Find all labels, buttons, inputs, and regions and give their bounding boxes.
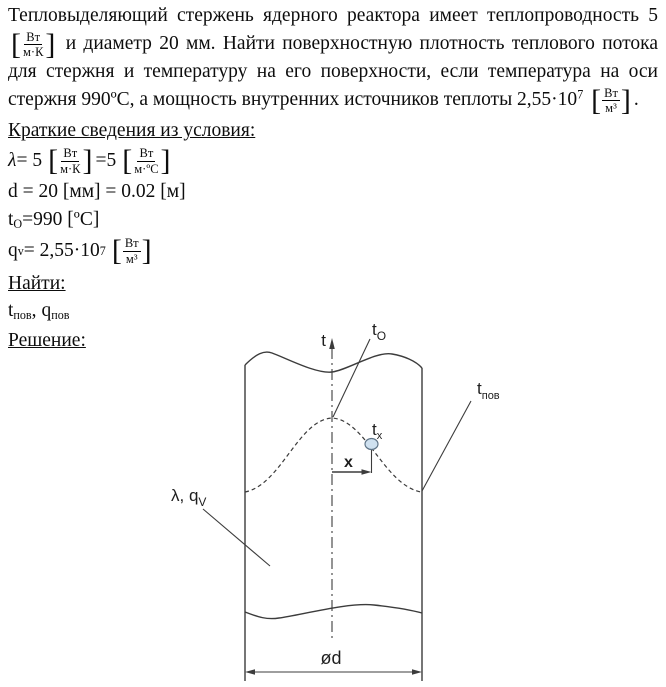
t0-label: $t_O$ xyxy=(372,320,387,343)
fraction-numerator: Вт xyxy=(604,85,618,100)
right-bracket: ] xyxy=(620,83,631,117)
qv-symbol: q xyxy=(8,240,18,261)
material-properties-label: λ, $q_V$ xyxy=(171,486,207,509)
qv-value: = 2,55·10 xyxy=(23,240,100,261)
left-bracket: [ xyxy=(48,144,59,177)
axis-arrowhead xyxy=(329,338,335,349)
t0-symbol: t xyxy=(8,209,14,230)
fraction-numerator: Вт xyxy=(124,236,139,251)
tpov-leader-line xyxy=(422,401,471,491)
left-bracket: [ xyxy=(111,234,122,267)
rod-top-break-line xyxy=(245,352,422,372)
tpov-subscript: пов xyxy=(13,308,32,323)
diameter-arrowhead-right xyxy=(412,669,422,674)
solution-heading: Решение: xyxy=(8,330,86,351)
left-bracket: [ xyxy=(11,27,21,61)
exponent: 7 xyxy=(577,87,584,102)
tpov-label: $t_{пов}$ xyxy=(477,379,500,402)
fraction-denominator: м·ºC xyxy=(134,161,159,176)
fraction-numerator: Вт xyxy=(26,29,41,44)
x-arrowhead xyxy=(362,469,372,475)
t0-subscript: О xyxy=(13,217,23,232)
tx-label: $t_x$ xyxy=(372,420,383,442)
diameter-line: d = 20 [мм] = 0.02 [м] xyxy=(8,181,186,202)
qpov-symbol: q xyxy=(41,300,52,321)
right-bracket: ] xyxy=(141,234,152,267)
fraction-denominator: м·К xyxy=(60,161,81,176)
fraction-numerator: Вт xyxy=(139,146,154,161)
qv-line: q v = 2,55·10 7 [ $\frac{Вт}{\text{м³}}$ ] xyxy=(8,234,152,267)
fraction-denominator: м³ xyxy=(125,251,138,266)
right-bracket: ] xyxy=(160,144,171,177)
problem-text-1: Тепловыделяющий стержень ядерного реактора имеет теплопроводность 5 xyxy=(8,5,658,26)
temperature-profile-curve xyxy=(245,418,421,492)
rod-bottom-break-line xyxy=(245,605,422,619)
axis-label: t xyxy=(321,331,326,350)
t0-leader-line xyxy=(333,339,370,417)
right-bracket: ] xyxy=(82,144,93,177)
fraction-denominator: м·К xyxy=(23,45,44,60)
x-dimension-label: x xyxy=(344,454,353,471)
diameter-label: ød xyxy=(320,648,342,668)
tpov-symbol: t xyxy=(8,300,14,321)
fraction-denominator: м³ xyxy=(605,101,617,116)
right-bracket: ] xyxy=(45,27,56,61)
separator: , xyxy=(31,300,37,321)
brief-data-heading: Краткие сведения из условия: xyxy=(8,120,256,141)
find-heading: Найти: xyxy=(8,273,66,294)
left-bracket: [ xyxy=(591,83,602,117)
diameter-arrowhead-left xyxy=(245,669,255,674)
lambda-symbol: λ xyxy=(8,150,17,171)
left-bracket: [ xyxy=(122,144,133,177)
material-leader-line xyxy=(203,509,270,566)
fraction-numerator: Вт xyxy=(63,146,78,161)
t0-value: =990 [ºC] xyxy=(22,209,100,230)
lambda-eq2: =5 xyxy=(95,150,117,171)
problem-text-2: и диаметр 20 мм. Найти поверхностную плотность теплового потока для стержня и температуру на его поверхности, если температура на оси стержня 990ºС, а мощность внутренних источников теплоты 2,55·10 xyxy=(8,33,658,110)
lambda-eq1: = 5 xyxy=(16,150,43,171)
problem-text-3: . xyxy=(633,89,639,110)
qpov-subscript: пов xyxy=(51,308,70,323)
